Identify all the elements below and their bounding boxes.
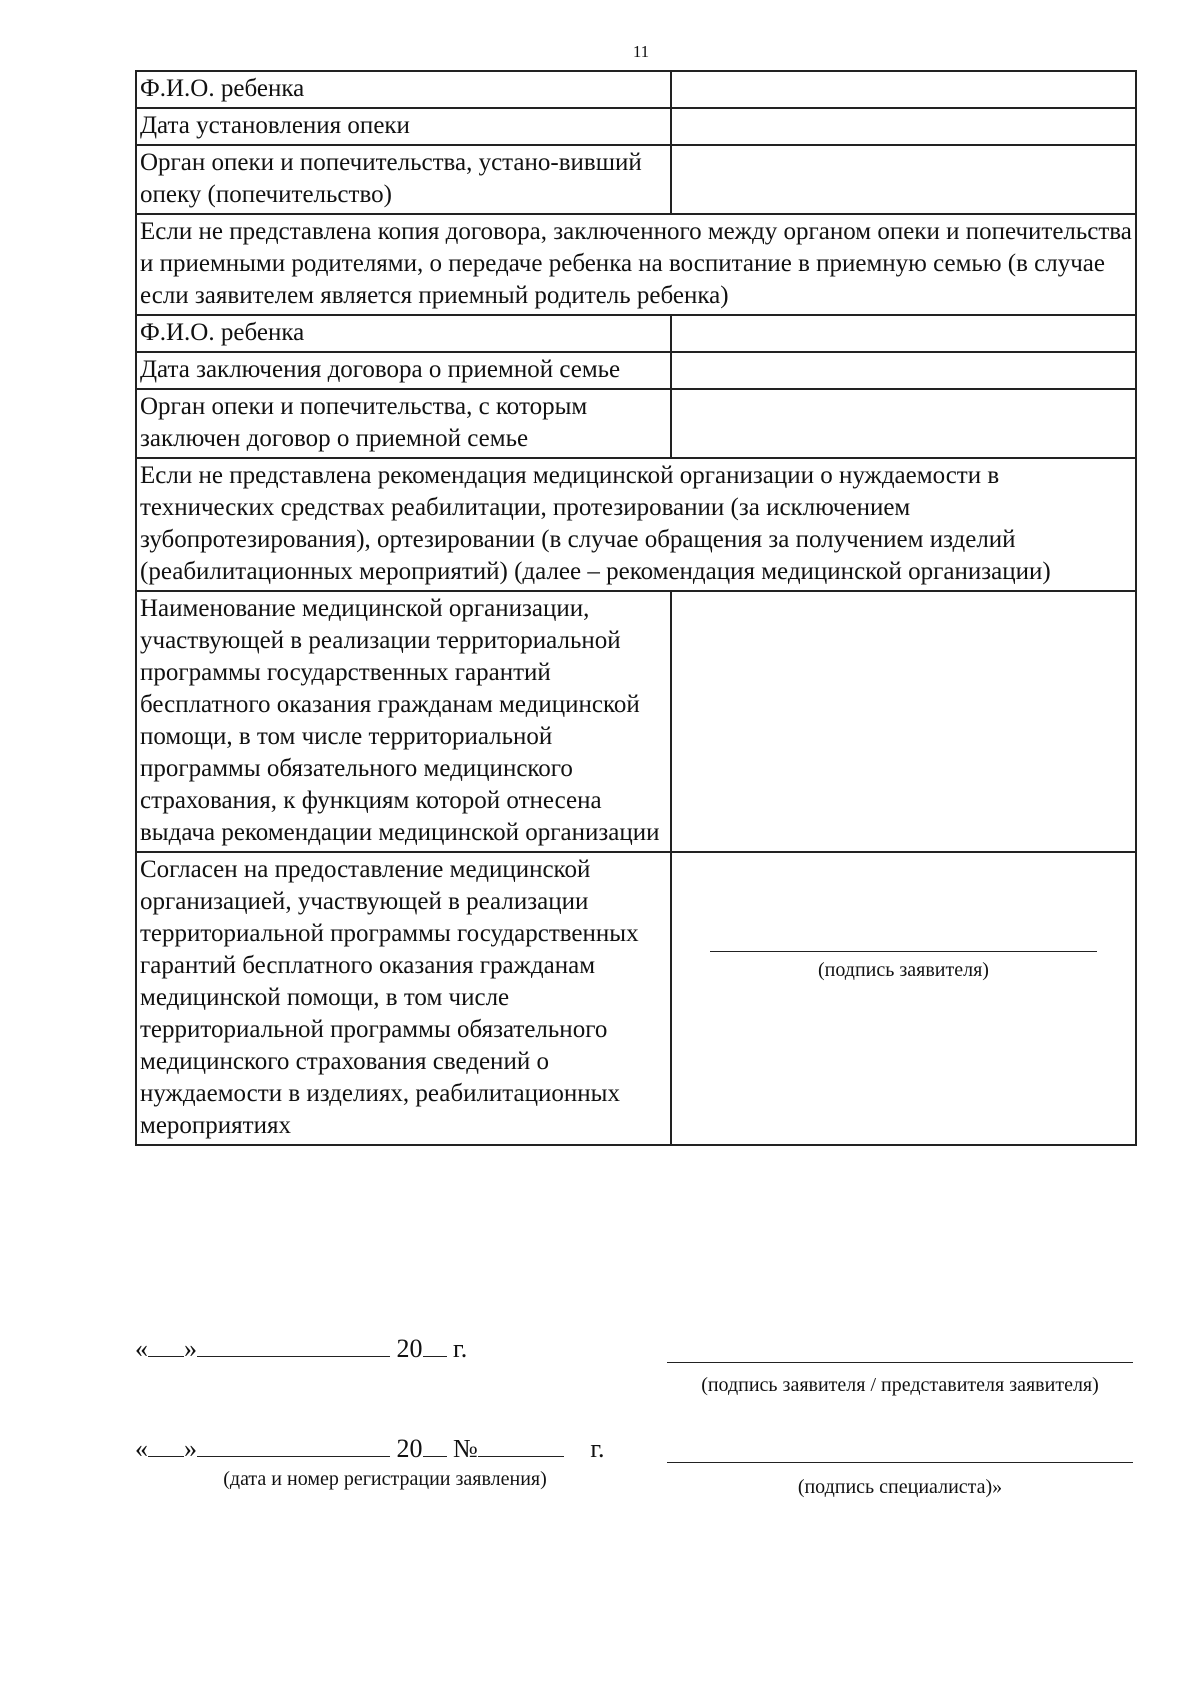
reg-year-blank[interactable] [423, 1430, 447, 1457]
applicant-signature-caption: (подпись заявителя / представителя заявителя) [701, 1374, 1099, 1396]
applicant-signature-line[interactable] [667, 1362, 1133, 1363]
consent-signature-cell[interactable] [671, 852, 1136, 1145]
foster-child-name-field[interactable] [671, 315, 1136, 352]
quote-open: « [135, 1434, 148, 1463]
month-blank[interactable] [197, 1330, 390, 1357]
guardianship-child-name-label: Ф.И.О. ребенка [136, 71, 671, 108]
signature-caption: (подпись заявителя) [818, 959, 989, 981]
year-blank[interactable] [423, 1330, 447, 1357]
specialist-signature-line[interactable] [667, 1462, 1133, 1463]
guardianship-authority-label: Орган опеки и попечительства, устано-вивший опеку (попечительство) [136, 145, 671, 214]
table-row [136, 352, 1136, 389]
quote-close: » [184, 1434, 197, 1463]
table-row [136, 852, 1136, 1145]
medical-consent-label: Согласен на предоставление медицинской организацией, участвующей в реализации территориальной программы государственных гарантий бесплатного оказания гражданам медицинской помощи, в том числе территориальной программы обязательного медицинского страхования сведений о нуждаемости в изделиях, реабилитационных мероприятиях [136, 852, 671, 1145]
table-row [136, 389, 1136, 458]
medical-recommendation-note: Если не представлена рекомендация медицинской организации о нуждаемости в технических средствах реабилитации, протезировании (за исключением зубопротезирования), ортезировании (в случае обращения за получением изделий (реабилитационных мероприятий) (далее – рекомендация медицинской организации) [136, 458, 1136, 591]
foster-contract-date-field[interactable] [671, 352, 1136, 389]
year-prefix: 20 [396, 1334, 423, 1363]
guardianship-child-name-field[interactable] [671, 71, 1136, 108]
guardianship-date-label: Дата установления опеки [136, 108, 671, 145]
table-row [136, 145, 1136, 214]
day-blank[interactable] [148, 1330, 184, 1357]
table-row [136, 591, 1136, 852]
foster-child-name-label: Ф.И.О. ребенка [136, 315, 671, 352]
registration-caption: (дата и номер регистрации заявления) [223, 1468, 547, 1490]
table-row [136, 315, 1136, 352]
table-row [136, 214, 1136, 315]
foster-authority-label: Орган опеки и попечительства, с которым заключен договор о приемной семье [136, 389, 671, 458]
table-row [136, 458, 1136, 591]
foster-contract-note: Если не представлена копия договора, заключенного между органом опеки и попечительства и приемными родителями, о передаче ребенка на воспитание в приемную семью (в случае если заявителем является приемный родитель ребенка) [136, 214, 1136, 315]
year-suffix: г. [453, 1334, 468, 1363]
guardianship-authority-field[interactable] [671, 145, 1136, 214]
reg-number-blank[interactable] [478, 1430, 564, 1457]
number-sign: № [453, 1434, 478, 1463]
table-row [136, 71, 1136, 108]
quote-close: » [184, 1334, 197, 1363]
medical-org-name-field[interactable] [671, 591, 1136, 852]
page-number: 11 [632, 42, 650, 61]
guardianship-date-field[interactable] [671, 108, 1136, 145]
application-form-table [135, 70, 1137, 1146]
quote-open: « [135, 1334, 148, 1363]
signature-line [710, 951, 1097, 952]
application-date-line[interactable] [135, 1330, 467, 1364]
registration-line[interactable] [135, 1430, 605, 1464]
table-row [136, 108, 1136, 145]
reg-day-blank[interactable] [148, 1430, 184, 1457]
medical-org-name-label: Наименование медицинской организации, участвующей в реализации территориальной программы государственных гарантий бесплатного оказания гражданам медицинской помощи, в том числе территориальной программы обязательного медицинского страхования, к функциям которой отнесена выдача рекомендации медицинской организации [136, 591, 671, 852]
foster-authority-field[interactable] [671, 389, 1136, 458]
reg-month-blank[interactable] [197, 1430, 390, 1457]
reg-year-prefix: 20 [396, 1434, 423, 1463]
specialist-signature-caption: (подпись специалиста)» [797, 1476, 1003, 1498]
foster-contract-date-label: Дата заключения договора о приемной семье [136, 352, 671, 389]
reg-year-suffix: г. [590, 1434, 605, 1463]
